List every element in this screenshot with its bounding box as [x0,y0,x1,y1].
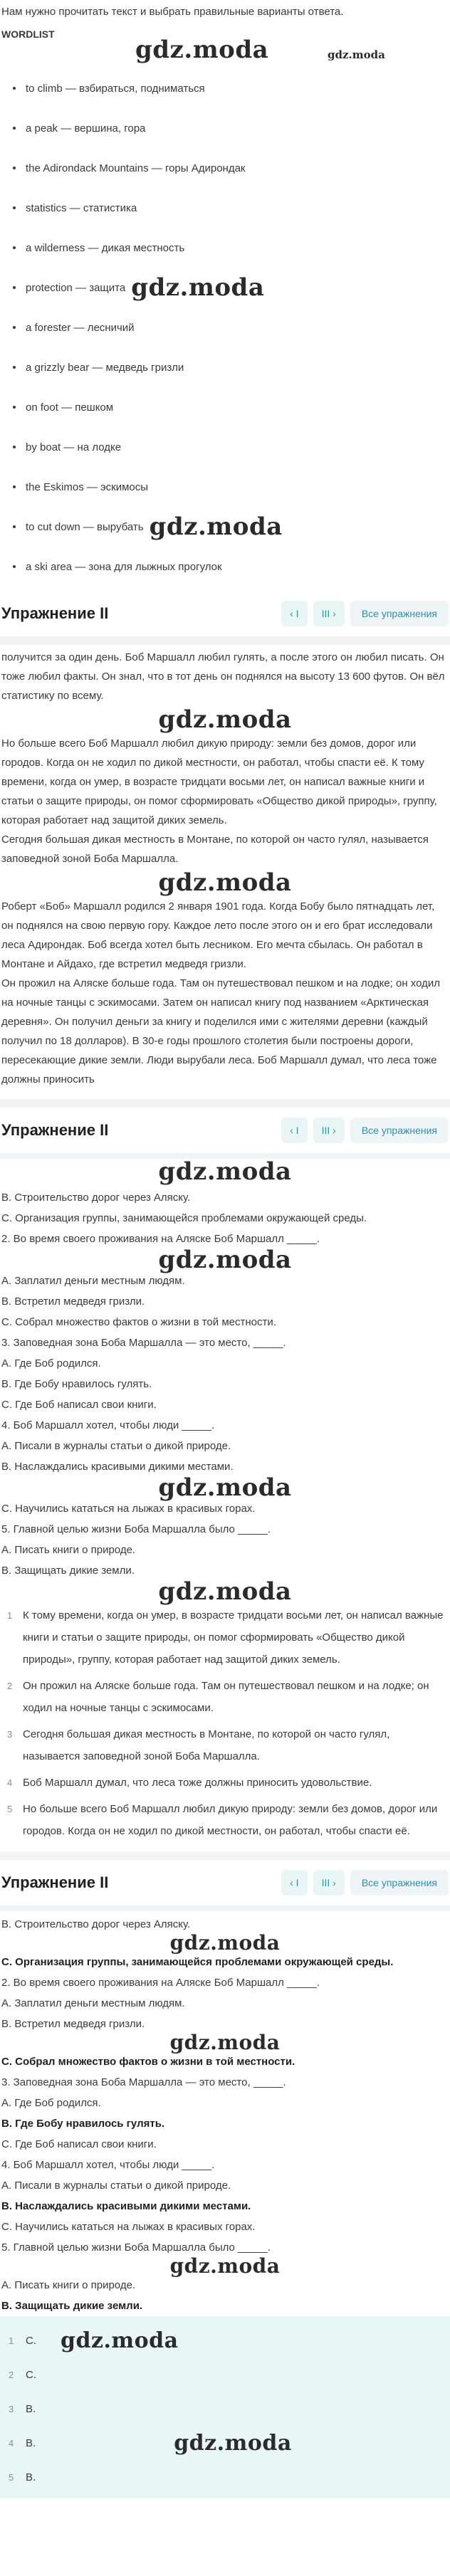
watermark: gdz.moda [169,2031,281,2054]
text-paragraph: Но больше всего Боб Маршалл любил дикую природу: земли без домов, дорог или городов. Когда он не ходил по дикой местности, он работал, чтобы спасти её. К тому времени, когда он умер, в возрасте тридцати восьми лет, он написал важные книги и статьи о защите природы, он помог сформировать «Общество дикой природы», группу, которая работает над защитой диких земель. [1,737,437,826]
wordlist-item [7,307,443,347]
wordlist-title: WORDLIST [1,28,55,40]
question-line: 4. Боб Маршалл хотел, чтобы люди _____. [1,1419,215,1431]
question-line: B. Защищать дикие земли. [1,2300,143,2312]
wordlist-item-text: protection — защита [26,281,126,294]
question-line: C. Научились кататься на лыжах в красивых горах. [1,1503,256,1515]
watermark-row [1,1246,449,1274]
watermark-row [1,2254,449,2278]
wordlist-item [7,108,443,148]
wordlist-item [7,507,443,547]
wordlist-item-text: to cut down — вырубать [26,520,144,533]
watermark: gdz.moda [158,705,292,734]
wordlist-item-text: statistics — статистика [26,201,137,214]
wordlist-item-text: a wilderness — дикая местность [26,241,185,254]
question-line: 2. Во время своего проживания на Аляске Боб Маршалл _____. [1,1977,320,1989]
wordlist-item [7,387,443,427]
answer-row [1,2323,449,2357]
wordlist-item [7,188,443,228]
wordlist-item-text: by boat — на лодке [26,441,122,453]
question-line: B. Защищать дикие земли. [1,1565,135,1577]
watermark: gdz.moda [131,273,265,302]
prev-exercise-button[interactable]: ‹ I [281,601,307,626]
exercise-nav [281,1118,449,1143]
exercise-title: Упражнение II [1,1121,109,1139]
question-line: C. Где Боб написал свои книги. [1,2138,157,2150]
watermark-small: gdz.moda [328,48,385,61]
answer-text: B. [26,2402,36,2415]
wordlist [0,68,450,591]
text-paragraph: Он прожил на Аляске больше года. Там он путешествовал пешком и на лодке; он ходил на ночные танцы с эскимосами. Затем он написал книгу под названием «Арктическая деревня». Он получил деньги за книгу и поделился ими с жителями деревни (каждый получил по 18 долларов). В 30-е годы прошлого столетия были построены дороги, пересекающие дикие земли. Люди вырубали леса. Боб Маршалл думал, что леса тоже должны приносить [1,977,441,1085]
item-text: К тому времени, когда он умер, в возрасте тридцати восьми лет, он написал важные книги и статьи о защите природы, он помог сформировать «Общество дикой природы», группу, которая работает над защитой диких земель. [23,1609,444,1666]
watermark-row [0,1159,450,1184]
item-number: 1 [7,1610,13,1621]
item-number: 2 [7,1681,13,1691]
item-text: Сегодня большая дикая местность в Монтане, по которой он часто гулял, называется заповедной зоной Боба Маршалла. [23,1728,390,1762]
exercise-header [0,1108,450,1153]
wordlist-item [7,268,443,307]
question-line: B. Встретил медведя гризли. [1,1295,145,1308]
numbered-item [7,1721,449,1770]
question-line: 2. Во время своего проживания на Аляске Боб Маршалл _____. [1,1233,320,1245]
watermark-row [1,705,449,734]
all-exercises-button[interactable]: Все упражнения [350,1870,449,1896]
watermark: gdz.moda [158,1246,292,1274]
answer-number: 5 [9,2471,14,2483]
wordlist-item-text: a peak — вершина, гора [26,122,146,135]
questions-a [0,1184,450,1581]
watermark-row [1,1473,449,1502]
question-line: A. Заплатил деньги местным людям. [1,1275,185,1287]
question-line: C. Собрал множество фактов о жизни в той местности. [1,1316,276,1328]
questions-b [0,1911,450,2316]
item-number: 3 [7,1729,13,1740]
question-line: B. Строительство дорог через Аляску. [1,1918,191,1930]
item-text: Но больше всего Боб Маршалл любил дикую природу: земли без домов, дорог или городов. Когда он не ходил по дикой местности, он работал, чтобы спасти её. [23,1803,438,1837]
exercise-nav [281,1870,449,1896]
watermark: gdz.moda [135,36,269,64]
reading-text [0,645,450,1089]
question-line: 3. Заповедная зона Боба Маршалла — это место, _____. [1,1337,286,1349]
wordlist-item-text: a forester — лесничий [26,321,135,334]
question-line: A. Писали в журналы статьи о дикой природе. [1,2180,231,2192]
question-line: B. Где Бобу нравилось гулять. [1,1378,152,1390]
wordlist-item-text: the Eskimos — эскимосы [26,480,149,493]
wordlist-item-text: a ski area — зона для лыжных прогулок [26,560,222,573]
question-line: B. Строительство дорог через Аляску. [1,1192,191,1204]
question-line: 3. Заповедная зона Боба Маршалла — это место, _____. [1,2076,286,2088]
numbered-item [7,1796,449,1844]
item-text: Он прожил на Аляске больше года. Там он путешествовал пешком и на лодке; он ходил на ночные танцы с эскимосами. [23,1680,429,1714]
question-line: C. Где Боб написал свои книги. [1,1399,157,1411]
watermark: gdz.moda [149,512,283,541]
answer-number: 3 [9,2403,14,2414]
watermark: gdz.moda [61,2328,179,2353]
text-paragraph: Роберт «Боб» Маршалл родился 2 января 1901 года. Когда Бобу было пятнадцать лет, он поднялся на свою первую гору. Каждое лето после этого он и его брат исследовали леса Адирондак. Боб всегда хотел быть лесником. Его мечта сбылась. Он работал в Монтане и Айдахо, где встретил медведя гризли. [1,900,435,970]
watermark: gdz.moda [158,1157,292,1186]
section-divider [0,1905,450,1911]
watermark-row [1,1931,449,1955]
wordlist-item [7,547,443,587]
next-exercise-button[interactable]: III › [313,601,345,626]
question-line: A. Писать книги о природе. [1,2279,136,2291]
wordlist-item [7,228,443,268]
item-text: Боб Маршалл думал, что леса тоже должны приносить удовольствие. [23,1777,372,1789]
question-line: 5. Главной целью жизни Боба Маршалла было _____. [1,2241,271,2254]
numbered-item [7,1770,449,1796]
answer-text: C. [26,2368,36,2381]
section-divider [0,1099,450,1108]
question-line: 5. Главной целью жизни Боба Маршалла было _____. [1,1523,271,1535]
question-line: C. Собрал множество фактов о жизни в той местности. [1,2056,295,2068]
answer-text: C. [26,2334,36,2347]
answer-number: 2 [9,2369,14,2380]
section-divider [0,1851,450,1860]
question-line: A. Писать книги о природе. [1,1544,136,1556]
wordlist-item [7,427,443,467]
item-number: 5 [7,1804,13,1814]
watermark-row [1,868,449,897]
answers-block [0,2316,450,2498]
all-exercises-button[interactable]: Все упражнения [350,601,449,626]
question-line: A. Заплатил деньги местным людям. [1,1997,185,2009]
answer-number: 4 [9,2437,14,2449]
prev-exercise-button[interactable]: ‹ I [281,1870,307,1896]
answer-row [1,2392,449,2426]
wordlist-item-text: to climb — взбираться, подниматься [26,82,205,95]
answer-text: B. [26,2436,36,2449]
wordlist-item-text: a grizzly bear — медведь гризли [26,361,184,374]
text-paragraph: получится за один день. Боб Маршалл любил гулять, а после этого он любил писать. Он тоже любил факты. Он знал, что в тот день он поднялся на высоту 13 600 футов. Он вёл статистику по всему. [1,651,445,702]
section-divider [0,636,450,645]
answer-text: B. [26,2471,36,2483]
watermark: gdz.moda [158,868,292,897]
watermark: gdz.moda [169,2254,281,2278]
answer-row [1,2460,449,2494]
question-line: A. Писали в журналы статьи о дикой природе. [1,1440,231,1452]
exercise-title: Упражнение II [1,604,109,622]
next-exercise-button[interactable]: III › [313,1870,345,1896]
numbered-item [7,1602,449,1673]
question-line: A. Где Боб родился. [1,2097,101,2109]
text-paragraph: Сегодня большая дикая местность в Монтане, по которой он часто гулял, называется заповедной зоной Боба Маршалла. [1,834,429,865]
answer-row [1,2426,449,2460]
wordlist-item-text: the Adirondack Mountains — горы Адирондак [26,162,246,174]
numbered-list [0,1602,450,1844]
all-exercises-button[interactable]: Все упражнения [350,1118,449,1143]
exercise-header [0,1860,450,1905]
wordlist-item [7,467,443,507]
item-number: 4 [7,1777,13,1788]
wordlist-item [7,347,443,387]
question-line: C. Научились кататься на лыжах в красивых горах. [1,2221,256,2233]
watermark-row [0,36,450,68]
question-line: B. Где Бобу нравилось гулять. [1,2118,165,2130]
next-exercise-button[interactable]: III › [313,1118,345,1143]
answer-number: 1 [9,2335,14,2346]
question-line: B. Наслаждались красивыми дикими местами. [1,1461,234,1473]
exercise-title: Упражнение II [1,1873,109,1891]
question-line: B. Встретил медведя гризли. [1,2018,145,2030]
wordlist-item-text: on foot — пешком [26,401,114,414]
watermark: gdz.moda [169,1931,281,1955]
question-line: B. Наслаждались красивыми дикими местами. [1,2200,251,2212]
question-line: 4. Боб Маршалл хотел, чтобы люди _____. [1,2159,215,2171]
watermark-row [1,2031,449,2054]
wordlist-item [7,68,443,108]
wordlist-item [7,148,443,188]
answer-row [1,2357,449,2392]
question-line: C. Организация группы, занимающейся проблемами окружающей среды. [1,1956,394,1968]
numbered-item [7,1673,449,1721]
question-line: C. Организация группы, занимающейся проблемами окружающей среды. [1,1212,367,1224]
watermark: gdz.moda [158,1473,292,1502]
exercise-nav [281,601,449,626]
exercise-header [0,591,450,636]
watermark-row [0,1577,450,1606]
watermark: gdz.moda [158,1577,292,1606]
watermark: gdz.moda [174,2430,292,2456]
question-line: A. Где Боб родился. [1,1357,101,1370]
intro-text: Нам нужно прочитать текст и выбрать правильные варианты ответа. [1,6,344,18]
prev-exercise-button[interactable]: ‹ I [281,1118,307,1143]
